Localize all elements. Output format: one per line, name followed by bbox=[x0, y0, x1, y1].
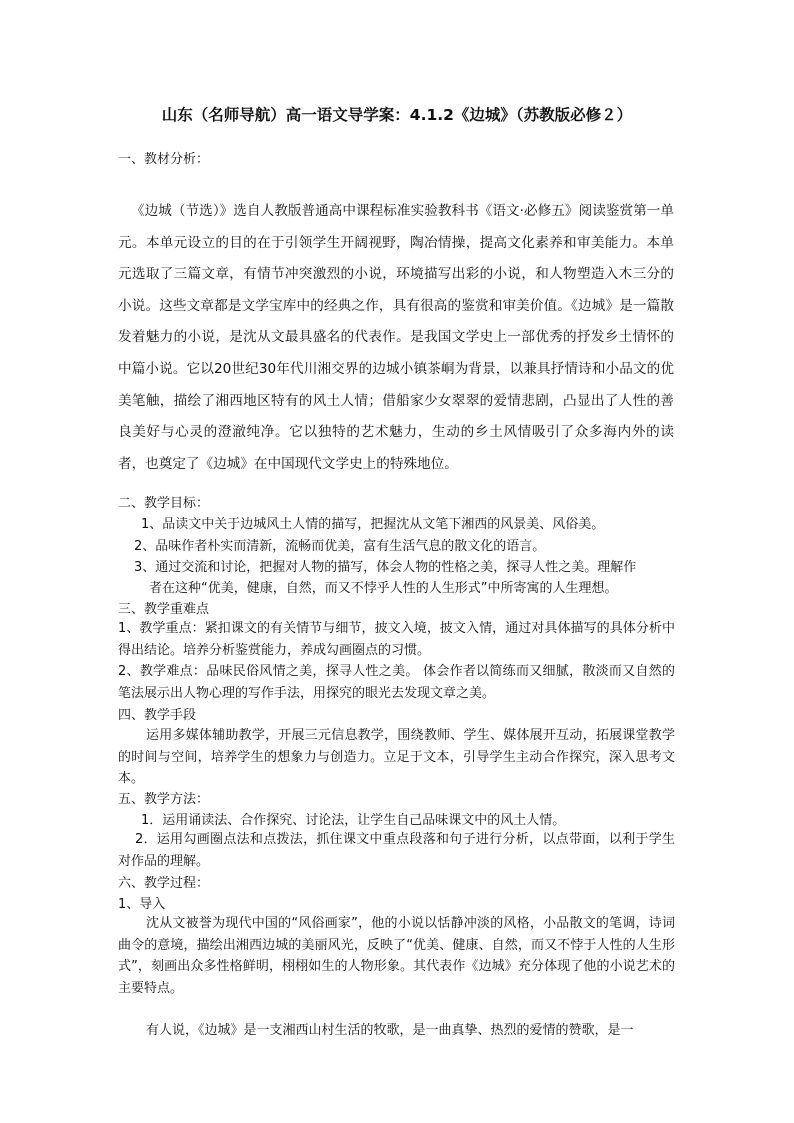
teaching-goal-item: 3、通过交流和讨论，把握对人物的描写，体会人物的性格之美，探寻人性之美。理解作 bbox=[134, 560, 637, 575]
document-title: 山东（名师导航）高一语文导学案：4.1.2《边城》（苏教版必修２） bbox=[161, 106, 633, 124]
teaching-means-paragraph: 运用多媒体辅助教学，开展三元信息教学，围绕教师、学生、媒体展开互动，拓展课堂教学的时间与空间，培养学生的想象力与创造力。立足于文本，引导学生主动合作探究，深入思考文本。 bbox=[118, 728, 675, 787]
difficulty-paragraph: 2、教学难点：品味民俗风情之美，探寻人性之美。 体会作者以简练而又细腻，散淡而又自然的笔法展示出人物心理的写作手法，用探究的眼光去发现文章之美。 bbox=[118, 664, 675, 701]
intro-paragraph-continued: 有人说，《边城》是一支湘西山村生活的牧歌，是一曲真挚、热烈的爱情的赞歌，是一 bbox=[146, 1023, 634, 1038]
teaching-goal-item-continued: 者在这种“优美，健康，自然，而又不悖乎人性的人生形式”中所寄寓的人生理想。 bbox=[149, 581, 618, 596]
intro-paragraph: 沈从文被誉为现代中国的“风俗画家”，他的小说以恬静冲淡的风格，小品散文的笔调，诗词曲令的意境，描绘出湘西边城的美丽风光，反映了“优美、健康、自然，而又不悖于人性的人生形式”，刻画出众多性格鲜明，栩栩如生的人物形象。其代表作《边城》充分体现了他的小说艺术的主要特点。 bbox=[118, 916, 675, 996]
section-heading-textbook-analysis: 一、教材分析： bbox=[118, 152, 210, 167]
section-heading-teaching-process: 六、教学过程： bbox=[118, 876, 210, 891]
section-heading-teaching-methods: 五、教学方法： bbox=[118, 792, 210, 807]
teaching-goal-item: 1、品读文中关于边城风土人情的描写，把握沈从文笔下湘西的风景美、风俗美。 bbox=[141, 517, 605, 532]
section-heading-key-points: 三、教学重难点 bbox=[118, 602, 210, 617]
teaching-goal-item: 2、品味作者朴实而清新，流畅而优美，富有生活气息的散文化的语言。 bbox=[134, 539, 546, 554]
key-point-paragraph: 1、教学重点：紧扣课文的有关情节与细节，披文入境，披文入情，通过对具体描写的具体分析中得出结论。培养分析鉴赏能力，养成勾画圈点的习惯。 bbox=[118, 621, 675, 658]
section-heading-teaching-goals: 二、教学目标： bbox=[118, 496, 210, 511]
textbook-analysis-paragraph: 《边城（节选）》选自人教版普通高中课程标准实验教科书《语文·必修五》阅读鉴赏第一单元。本单元设立的目的在于引领学生开阔视野，陶冶情操，提高文化素养和审美能力。本单元选取了三篇文章，有情节冲突激烈的小说，环境描写出彩的小说，和人物塑造入木三分的小说。这些文章都是文学宝库中的经典之作，具有很高的鉴赏和审美价值。《边城》是一篇散发着魅力的小说，是沈从文最具盛名的代表作。是我国文学史上一部优秀的抒发乡土情怀的中篇小说。它以20世纪30年代川湘交界的边城小镇茶峒为背景，以兼具抒情诗和小品文的优美笔触，描绘了湘西地区特有的风土人情；借船家少女翠翠的爱情悲剧，凸显出了人性的善良美好与心灵的澄澈纯净。它以独特的艺术魅力，生动的乡土风情吸引了众多海内外的读者，也奠定了《边城》在中国现代文学史上的特殊地位。 bbox=[118, 203, 674, 472]
teaching-method-item: 1．运用诵读法、合作探究、讨论法，让学生自己品味课文中的风土人情。 bbox=[141, 813, 566, 828]
process-subheading-intro: 1、导入 bbox=[118, 897, 166, 912]
section-heading-teaching-means: 四、教学手段 bbox=[118, 708, 197, 723]
teaching-method-item: 2．运用勾画圈点法和点拨法，抓住课文中重点段落和句子进行分析，以点带面，以利于学生对作品的理解。 bbox=[118, 832, 675, 869]
